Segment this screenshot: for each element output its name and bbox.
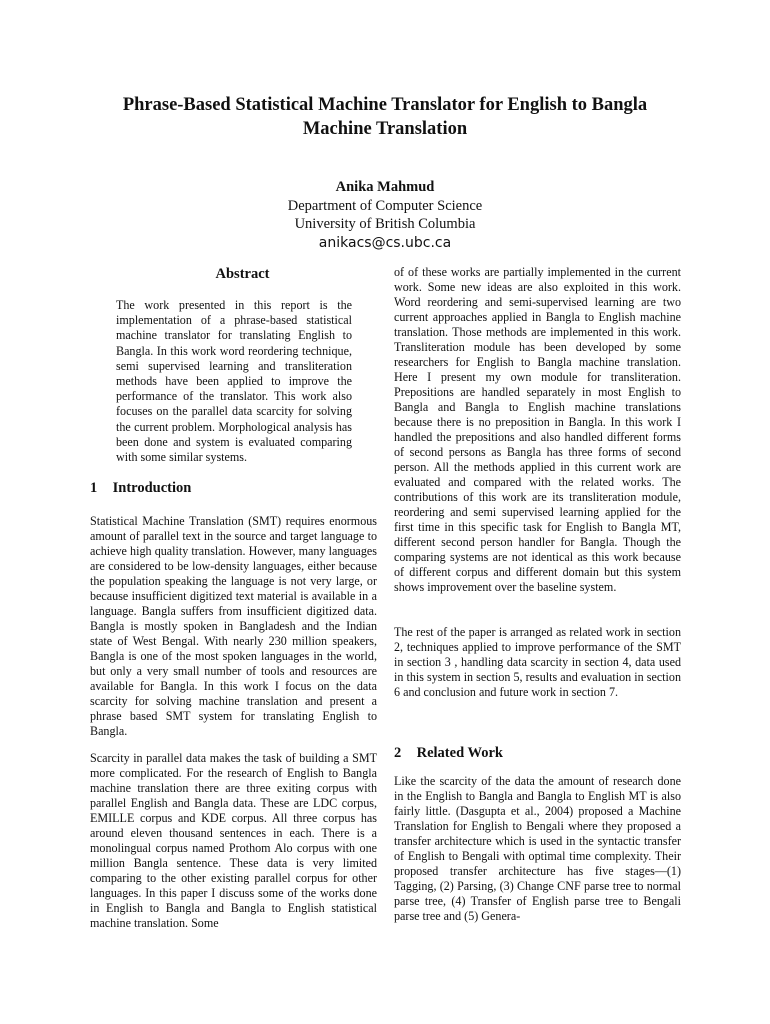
author-department: Department of Computer Science — [287, 197, 483, 214]
author-email: anikacs@cs.ubc.ca — [318, 234, 452, 251]
section-heading-related-work — [394, 745, 503, 762]
author-name: Anika Mahmud — [335, 179, 435, 195]
paragraph: Statistical Machine Translation (SMT) requires enormous amount of parallel text in the source and target language to achieve high quality translation. However, many languages are considered to be low-density languages, either because the population speaking the language is not very large, or because insufficient digitized text material is available in a language. Bangla suffers from insufficient digitized data. Bangla is mostly spoken in Bangladesh and the Indian state of West Bengal. With nearly 230 million speakers, Bangla is one of the most spoken languages in the world, but only a very small number of tools and resources are available for Bangla. In this work I focus on the data scarcity for solving machine translation and present a phrase based SMT system for translating English to Bangla. — [90, 514, 377, 738]
author-university: University of British Columbia — [294, 216, 476, 232]
related-work-paragraph-1 — [394, 774, 681, 924]
section-heading-introduction — [90, 480, 191, 497]
introduction-paragraph-3 — [394, 265, 681, 595]
paper-title: Phrase-Based Statistical Machine Translator for English to Bangla Machine Translation — [122, 95, 648, 139]
abstract-text: The work presented in this report is the implementation of a phrase-based statistical machine translator for translating English to Bangla. In this work word reordering technique, semi supervised learning and transliteration methods have been applied to improve the performance of the translator. This work also focuses on the parallel data scarcity for solving the current problem. Morphological analysis has been done and system is evaluated comparing with some similar systems. — [116, 298, 352, 465]
abstract-heading: Abstract — [215, 266, 270, 282]
paragraph: of of these works are partially implemented in the current work. Some new ideas are also exploited in this work. Word reordering and semi-supervised learning are two current approaches applied in Bangla to English machine translation. Those methods are implemented in this work. Transliteration module has been developed by some researchers for English to Bangla machine translation. Here I present my own module for transliteration. Prepositions are handled separately in most English to Bangla and Bangla to English machine translations because there is no preposition in Bangla. In this work I handled the prepositions and also handled different forms of second persons as Bangla has three forms of second person. All the methods applied in this current work are evaluated and compared with the related works. The contributions of this work are its transliteration module, reordering and semi supervised learning applied for the first time in this specific task for English to Bangla MT, different second person handler for Bangla. Though the comparing systems are not identical as this work because of different corpus and different domain but this system shows improvement over the baseline system. — [394, 265, 681, 594]
paragraph: The rest of the paper is arranged as related work in section 2, techniques applied to improve performance of the SMT in section 3 , handling data scarcity in section 4, data used in this system in section 5, results and evaluation in section 6 and conclusion and future work in section 7. — [394, 625, 681, 699]
paragraph: Like the scarcity of the data the amount of research done in the English to Bangla and Bangla to English MT is also fairly little. (Dasgupta et al., 2004) proposed a Machine Translation for English to Bengali where they proposed a transfer architecture which is used in the syntactic transfer of English to Bengali with optimal time complexity. Their proposed transfer architecture has five stages—(1) Tagging, (2) Parsing, (3) Change CNF parse tree to normal parse tree, (4) Transfer of English parse tree to Bengali parse tree and (5) Genera- — [394, 774, 681, 923]
section-number: 1 — [90, 480, 98, 496]
paragraph: Scarcity in parallel data makes the task of building a SMT more complicated. For the research of English to Bangla machine translation there are three exiting corpus with parallel English and Bangla data. These are LDC corpus, EMILLE corpus and KDE corpus. All three corpus has around eleven thousand sentences in each. There is a monolingual corpus named Prothom Alo corpus with one million Bangla sentence. These data is very limited comparing to the other existing parallel corpus for other languages. In this paper I discuss some of the works done in English to Bangla and Bangla to English statistical machine translation. Some — [90, 751, 377, 930]
introduction-paragraph-1 — [90, 514, 377, 739]
introduction-paragraph-4 — [394, 625, 681, 700]
section-number: 2 — [394, 745, 402, 761]
section-title: Introduction — [112, 480, 192, 496]
section-title: Related Work — [416, 745, 503, 761]
author-block — [200, 178, 570, 252]
introduction-paragraph-2 — [90, 751, 377, 931]
